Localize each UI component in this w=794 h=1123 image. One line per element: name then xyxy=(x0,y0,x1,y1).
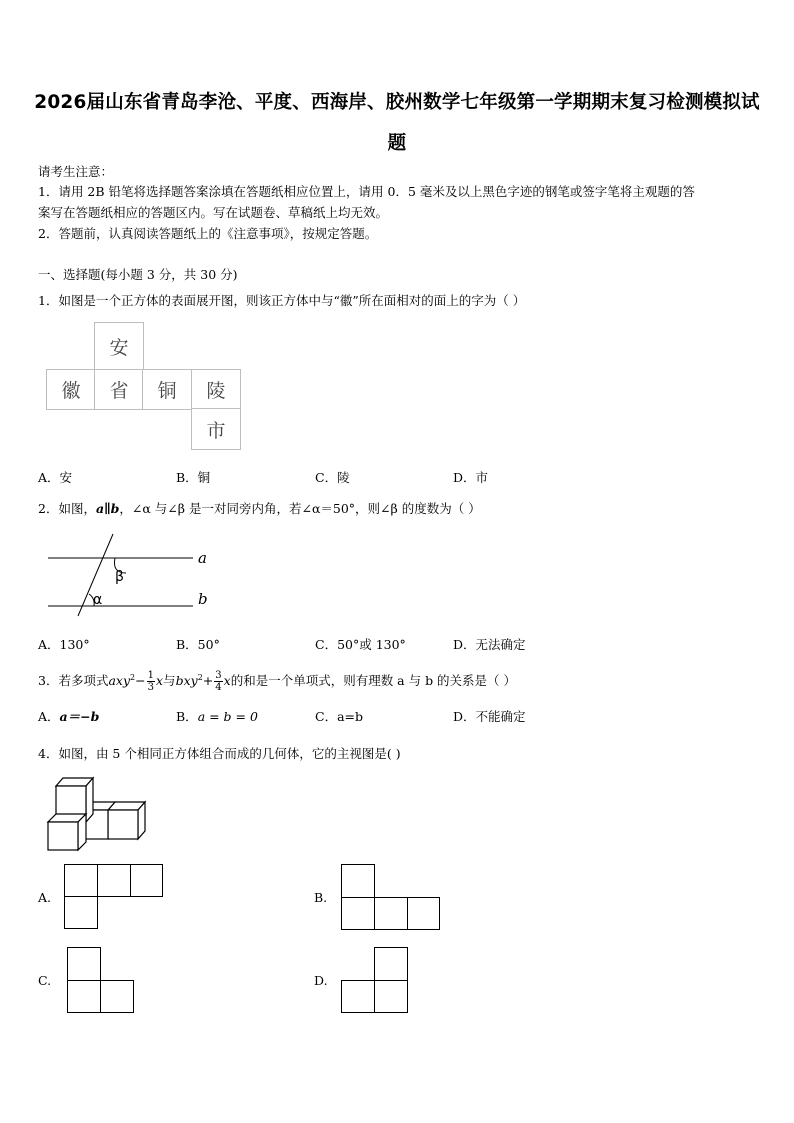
notice-item1-line2: 案写在答题纸相应的答题区内。写在试题卷、草稿纸上均无效。 xyxy=(38,205,389,220)
square xyxy=(374,980,408,1013)
q4-option-d-label[interactable]: D. xyxy=(314,973,328,988)
q3-option-b-math: a = b = 0 xyxy=(197,709,258,724)
square xyxy=(64,864,98,897)
net-face-shi: 市 xyxy=(191,408,241,450)
q2-stem-post: ，∠α 与∠β 是一对同旁内角，若∠α＝50°，则∠β 的度数为（ ） xyxy=(119,501,481,516)
q3-frac1-num: 1 xyxy=(147,670,154,682)
label-alpha: α xyxy=(93,592,103,608)
square xyxy=(100,980,134,1013)
q2-parallel-lines-figure xyxy=(40,528,230,618)
q4-option-b-label[interactable]: B. xyxy=(314,890,328,905)
q4-option-a-label[interactable]: A. xyxy=(38,890,52,905)
square xyxy=(64,896,98,929)
q2-stem-pre: 2．如图， xyxy=(38,501,96,516)
q3-frac2-num: 3 xyxy=(215,670,222,682)
square xyxy=(374,897,408,930)
exam-title-line2: 题 xyxy=(387,133,407,154)
notice-heading: 请考生注意： xyxy=(38,164,114,179)
exam-title-line1: 2026届山东省青岛李沧、平度、西海岸、胶州数学七年级第一学期期末复习检测模拟试 xyxy=(34,92,760,113)
q1-stem: 1．如图是一个正方体的表面展开图，则该正方体中与“徽”所在面相对的面上的字为（ ） xyxy=(38,293,526,308)
net-face-an: 安 xyxy=(94,322,144,371)
q1-option-c[interactable]: C．陵 xyxy=(315,470,350,485)
label-a: a xyxy=(198,549,207,567)
q3-sup1: 2 xyxy=(130,673,136,682)
q3-option-a-label: A． xyxy=(38,709,60,724)
q3-minus: − xyxy=(135,673,146,689)
cube3-front xyxy=(108,810,138,839)
q3-option-d[interactable]: D．不能确定 xyxy=(453,709,526,724)
q3-tail: 的和是一个单项式，则有理数 a 与 b 的关系是（ ） xyxy=(230,673,517,689)
q3-mid: 与 xyxy=(163,673,176,689)
q1-option-d[interactable]: D．市 xyxy=(453,470,489,485)
q3-frac1-den: 3 xyxy=(147,682,154,694)
net-face-sheng: 省 xyxy=(94,369,144,410)
q3-term2: bxy xyxy=(175,673,198,689)
square xyxy=(130,864,163,897)
net-face-hui: 徽 xyxy=(46,369,96,410)
q4-option-c-view[interactable] xyxy=(67,947,137,1013)
square xyxy=(97,864,131,897)
section-heading: 一、选择题(每小题 3 分，共 30 分) xyxy=(38,267,238,282)
notice-item1-line1: 1．请用 2B 铅笔将选择题答案涂填在答题纸相应位置上，请用 0．5 毫米及以上黑色字迹的钢笔或签字笔将主观题的答 xyxy=(38,184,695,199)
notice-item2: 2．答题前，认真阅读答题纸上的《注意事项》，按规定答题。 xyxy=(38,226,378,241)
q2-stem-parallel: a∥b xyxy=(95,501,120,516)
cube1-front xyxy=(48,822,78,850)
q3-term1: axy xyxy=(108,673,131,689)
q2-option-a[interactable]: A．130° xyxy=(38,637,90,652)
q4-option-c-label[interactable]: C. xyxy=(38,973,52,988)
q4-stem: 4．如图，由 5 个相同正方体组合而成的几何体，它的主视图是( ) xyxy=(38,746,401,761)
q3-option-b-label: B． xyxy=(176,709,198,724)
q1-cube-net xyxy=(46,322,246,452)
q4-option-d-view[interactable] xyxy=(341,947,411,1013)
square xyxy=(67,947,101,981)
cube-top-side xyxy=(86,778,93,822)
cube-top-front xyxy=(56,786,86,816)
square xyxy=(341,897,375,930)
q2-option-b[interactable]: B．50° xyxy=(176,637,220,652)
q3-stem-prefix: 3．若多项式 xyxy=(38,673,109,689)
square xyxy=(407,897,440,930)
q1-option-b[interactable]: B．铜 xyxy=(176,470,211,485)
q3-x1: x xyxy=(155,673,164,689)
q3-x2: x xyxy=(223,673,231,689)
q3-option-a[interactable] xyxy=(38,707,99,725)
q3-stem xyxy=(38,663,516,696)
q3-plus: + xyxy=(202,673,214,689)
q1-option-a[interactable]: A．安 xyxy=(38,470,73,485)
q3-frac1 xyxy=(147,670,155,693)
square xyxy=(67,980,101,1013)
q4-option-a-view[interactable] xyxy=(64,864,164,930)
square xyxy=(341,864,375,898)
q3-option-c[interactable]: C．a=b xyxy=(315,709,363,724)
q3-sup2: 2 xyxy=(197,673,203,682)
label-b: b xyxy=(198,590,208,608)
q4-cube-solid-figure xyxy=(44,774,154,854)
q2-stem xyxy=(38,499,481,517)
q3-frac2 xyxy=(214,670,222,693)
q2-option-d[interactable]: D．无法确定 xyxy=(453,637,526,652)
net-face-tong: 铜 xyxy=(142,369,192,410)
q3-option-b[interactable] xyxy=(176,707,258,725)
q3-frac2-den: 4 xyxy=(215,682,222,694)
q3-option-a-math: a＝−b xyxy=(59,709,100,724)
label-beta: β xyxy=(115,569,124,585)
square xyxy=(374,947,408,981)
q2-option-c[interactable]: C．50°或 130° xyxy=(315,637,406,652)
square xyxy=(341,980,375,1013)
q4-option-b-view[interactable] xyxy=(341,864,441,930)
net-face-ling: 陵 xyxy=(191,369,241,410)
